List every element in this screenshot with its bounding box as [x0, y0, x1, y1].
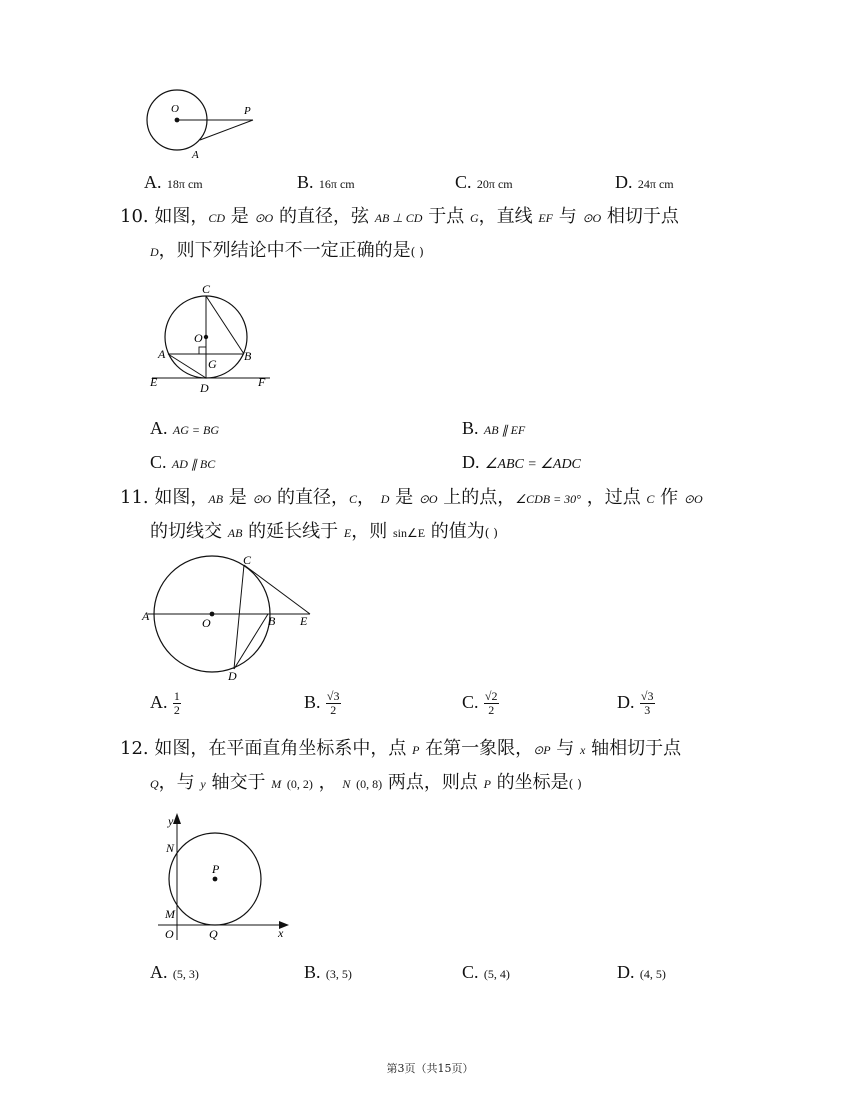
q12-text: 的坐标是: [490, 772, 569, 793]
q12-option-a[interactable]: [150, 962, 199, 983]
q11-text: ，过点: [580, 487, 647, 508]
q9-option-a[interactable]: [144, 172, 203, 193]
q10-option-a-label: A.: [150, 418, 168, 438]
q12-text: 在第一象限，: [419, 738, 534, 759]
fraction-numerator: 1: [173, 689, 180, 703]
q11-option-a[interactable]: [150, 690, 181, 717]
q9-label-o: O: [171, 103, 179, 115]
fraction-numerator: √3: [640, 689, 654, 703]
q10-text: 相切于点: [601, 206, 679, 227]
q10-option-b-value: AB ∥ EF: [483, 423, 526, 437]
q12-option-a-value: (5, 3): [172, 967, 199, 981]
q11-label-b: B: [268, 614, 276, 628]
q12-text: 轴相切于点: [585, 738, 682, 759]
q11-option-d-fraction: [640, 690, 655, 717]
q10-stem-line1: [120, 202, 679, 233]
q11-label-d: D: [228, 669, 237, 683]
q11-figure: [138, 552, 323, 684]
q11-label-o: O: [202, 616, 211, 630]
q12-label-q: Q: [209, 927, 218, 941]
q10-option-b[interactable]: [462, 418, 525, 439]
q11-number: 11.: [120, 487, 149, 508]
q10-label-o: O: [194, 331, 203, 345]
q10-label-c: C: [202, 282, 211, 296]
q12-stem-line1: [120, 734, 681, 765]
q9-figure: [138, 86, 268, 166]
page-footer: 第3页（共15页）: [386, 1062, 474, 1075]
q11-option-c-label: C.: [462, 692, 479, 712]
q11-text: 的延长线于: [242, 521, 344, 542]
q12-option-d-label: D.: [617, 962, 635, 982]
q11-math: ⊙O: [418, 492, 438, 506]
q12-option-b-value: (3, 5): [325, 967, 352, 981]
q12-text: 与: [550, 738, 581, 759]
q10-math: AB ⊥ CD: [374, 211, 423, 225]
q12-math: Q: [150, 777, 159, 791]
q11-math: AB: [227, 526, 243, 540]
q12-option-d[interactable]: [617, 962, 666, 983]
q11-math: D: [380, 492, 390, 506]
q12-math: M: [271, 777, 282, 791]
q9-label-a: A: [192, 149, 199, 161]
q10-option-c-value: AD ∥ BC: [171, 457, 216, 471]
q12-option-b-label: B.: [304, 962, 321, 982]
q12-text: 如图，在平面直角坐标系中，点: [154, 738, 413, 759]
q11-text: 是: [223, 487, 253, 508]
q10-option-a-value: AG = BG: [172, 423, 219, 437]
q12-text: 轴交于: [205, 772, 272, 793]
q12-text: ，与: [158, 772, 201, 793]
q9-option-b-label: B.: [297, 172, 314, 192]
q11-label-a: A: [142, 609, 150, 623]
q10-text: 是: [225, 206, 255, 227]
q9-option-b[interactable]: [297, 172, 355, 193]
q12-math: x: [580, 743, 586, 757]
q10-option-c[interactable]: [150, 452, 215, 473]
q10-label-a: A: [158, 347, 166, 361]
q10-option-a[interactable]: [150, 418, 219, 439]
q11-math: ∠CDB = 30°: [515, 492, 581, 506]
q12-option-c-value: (5, 4): [483, 967, 510, 981]
fraction-denominator: 2: [330, 703, 337, 717]
fraction-denominator: 2: [488, 703, 495, 717]
q11-text: 作: [654, 487, 684, 508]
q12-math: y: [200, 777, 206, 791]
q12-stem-line2: [150, 768, 582, 799]
q12-label-o: O: [165, 927, 174, 941]
q11-option-d[interactable]: [617, 690, 655, 717]
q12-label-y: y: [168, 814, 174, 828]
q11-math: ⊙O: [683, 492, 703, 506]
q10-math: G: [469, 211, 479, 225]
fraction-numerator: √3: [326, 689, 340, 703]
q12-label-x: x: [278, 926, 284, 940]
fraction-denominator: 2: [173, 703, 180, 717]
q12-option-b[interactable]: [304, 962, 352, 983]
q11-math: C: [348, 492, 357, 506]
q11-option-b[interactable]: [304, 690, 341, 717]
q10-label-g: G: [208, 357, 217, 371]
q9-option-d[interactable]: [615, 172, 674, 193]
q11-text: ，则: [351, 521, 393, 542]
q11-option-b-label: B.: [304, 692, 321, 712]
q10-text: 的直径，弦: [273, 206, 375, 227]
q10-text: 如图，: [154, 206, 209, 227]
q11-math: AB: [208, 492, 224, 506]
q10-number: 10.: [120, 206, 149, 227]
q9-option-a-value: 18π cm: [166, 177, 203, 191]
q10-option-b-label: B.: [462, 418, 479, 438]
q12-option-c[interactable]: [462, 962, 510, 983]
q11-option-b-fraction: [326, 690, 341, 717]
q12-label-n: N: [166, 841, 175, 855]
q11-stem-line2: [150, 517, 498, 548]
q11-option-c-fraction: [484, 690, 499, 717]
q12-label-p: P: [212, 862, 220, 876]
fraction-numerator: √2: [484, 689, 498, 703]
q12-math: (0, 2): [286, 777, 313, 791]
q12-option-d-value: (4, 5): [639, 967, 666, 981]
q11-text: 上的点，: [437, 487, 516, 508]
q10-label-e: E: [150, 375, 158, 389]
q10-math: ⊙O: [582, 211, 602, 225]
q10-math: ⊙O: [254, 211, 274, 225]
q12-option-c-label: C.: [462, 962, 479, 982]
q10-option-d-value: ∠ABC = ∠ADC: [484, 457, 581, 472]
q10-math: EF: [538, 211, 554, 225]
q9-option-c-value: 20π cm: [476, 177, 513, 191]
q11-text: 的值为: [425, 521, 485, 542]
q12-math: ⊙P: [533, 743, 551, 757]
q10-math: CD: [208, 211, 226, 225]
q11-option-a-label: A.: [150, 692, 168, 712]
q11-text: 是: [389, 487, 419, 508]
q11-option-c[interactable]: [462, 690, 499, 717]
q10-figure: [144, 280, 279, 395]
q10-math: D: [150, 245, 159, 259]
q11-math: sin∠E: [392, 526, 426, 540]
q10-stem-line2: [150, 236, 424, 267]
q11-option-d-label: D.: [617, 692, 635, 712]
q12-answer-paren[interactable]: ( ): [568, 777, 582, 791]
q11-label-e: E: [300, 614, 308, 628]
q12-math: (0, 8): [356, 777, 383, 791]
q11-stem-line1: [120, 483, 703, 514]
q9-option-c[interactable]: [455, 172, 513, 193]
q10-text: ，则下列结论中不一定正确的是: [158, 240, 411, 261]
q10-answer-paren[interactable]: ( ): [410, 245, 424, 259]
q11-answer-paren[interactable]: ( ): [484, 526, 498, 540]
q10-label-d: D: [200, 381, 209, 395]
q12-math: P: [483, 777, 491, 791]
q10-option-d[interactable]: [462, 452, 581, 473]
q11-math: C: [646, 492, 655, 506]
q11-text: 如图，: [154, 487, 209, 508]
q11-math: ⊙O: [252, 492, 272, 506]
q10-text: 于点: [422, 206, 470, 227]
q9-option-c-label: C.: [455, 172, 472, 192]
q11-option-a-fraction: [173, 690, 181, 717]
q11-label-c: C: [243, 553, 252, 567]
q9-option-a-label: A.: [144, 172, 162, 192]
q10-label-f: F: [258, 375, 266, 389]
q10-text: ，直线: [478, 206, 539, 227]
q11-text: 的切线交: [150, 521, 228, 542]
q9-option-b-value: 16π cm: [318, 177, 355, 191]
q12-text: ，: [312, 772, 343, 793]
q12-math: N: [342, 777, 351, 791]
q11-text: ，: [356, 487, 381, 508]
q12-option-a-label: A.: [150, 962, 168, 982]
q9-option-d-label: D.: [615, 172, 633, 192]
q12-text: 两点，则点: [382, 772, 484, 793]
q12-math: P: [412, 743, 420, 757]
q11-text: 的直径，: [271, 487, 349, 508]
q10-text: 与: [553, 206, 583, 227]
q12-label-m: M: [165, 907, 175, 921]
fraction-denominator: 3: [644, 703, 651, 717]
q12-number: 12.: [120, 738, 149, 759]
q9-option-d-value: 24π cm: [637, 177, 674, 191]
q10-option-d-label: D.: [462, 452, 480, 472]
q11-math: E: [343, 526, 352, 540]
q12-figure: [155, 810, 295, 945]
q10-label-b: B: [244, 349, 252, 363]
q10-option-c-label: C.: [150, 452, 167, 472]
q9-label-p: P: [244, 105, 251, 117]
